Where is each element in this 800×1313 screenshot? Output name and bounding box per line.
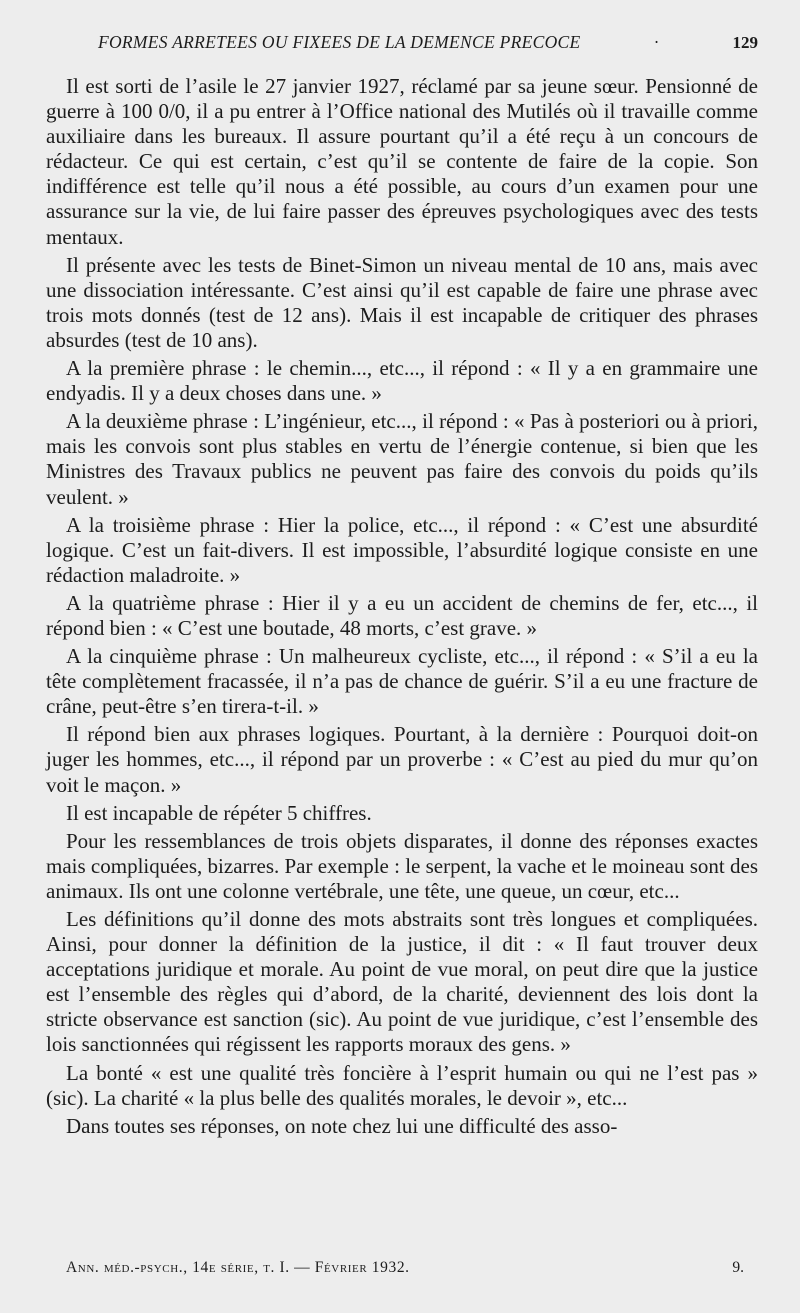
paragraph-13: Dans toutes ses réponses, on note chez lui une difficulté des asso- xyxy=(66,1113,618,1138)
footer-citation: Ann. méd.-psych., 14e série, t. I. — Février 1932. xyxy=(66,1259,410,1276)
body-text xyxy=(46,74,758,1142)
footer xyxy=(46,1259,758,1277)
paragraph-1: Il est sorti de l’asile le 27 janvier 1927, réclamé par sa jeune sœur. Pensionné de guerre à 100 0/0, il a pu entrer à l’Office national des Mutilés où il travaille comme auxiliaire dans les bureaux. Il assure pourtant qu’il a été reçu à un concours de rédacteur. Ce qui est certain, c’est qu’il se contente de faire de la copie. Son indifférence est telle qu’il nous a été possible, au cours d’un examen pour une assurance sur la vie, de lui faire passer des épreuves psychologiques avec des tests mentaux. xyxy=(46,74,758,249)
header-separator: · xyxy=(653,32,660,52)
running-head xyxy=(46,32,758,53)
footer-signature: 9. xyxy=(732,1259,744,1276)
paragraph-5: A la troisième phrase : Hier la police, etc..., il répond : « C’est une absurdité logique. C’est un fait-divers. Il est impossible, l’absurdité logique consiste en une rédaction maladroite. » xyxy=(46,512,758,587)
paragraph-11: Les définitions qu’il donne des mots abstraits sont très longues et compliquées. Ainsi, pour donner la définition de la justice, il dit : « Il faut trouver deux acceptations juridique et morale. Au point de vue moral, on peut dire que la justice est l’ensemble des règles qui d’abord, de la charité, deviennent des lois dont la stricte observance est sanction (sic). Au point de vue juridique, c’est l’ensemble des lois sanctionnées qui régissent les rapports moraux des gens. » xyxy=(46,907,758,1057)
paragraph-2: Il présente avec les tests de Binet-Simon un niveau mental de 10 ans, mais avec une dissociation intéressante. C’est ainsi qu’il est capable de faire une phrase avec trois mots donnés (test de 12 ans). Mais il est incapable de critiquer des phrases absurdes (test de 10 ans). xyxy=(46,252,758,352)
paragraph-3: A la première phrase : le chemin..., etc..., il répond : « Il y a en grammaire une endyadis. Il y a deux choses dans une. » xyxy=(46,356,758,406)
paragraph-9: Il est incapable de répéter 5 chiffres. xyxy=(66,800,372,825)
paragraph-10: Pour les ressemblances de trois objets disparates, il donne des réponses exactes mais compliquées, bizarres. Par exemple : le serpent, la vache et le moineau sont des animaux. Ils ont une colonne vertébrale, une tête, une queue, un cœur, etc... xyxy=(46,828,759,903)
paragraph-8: Il répond bien aux phrases logiques. Pourtant, à la dernière : Pourquoi doit-on juger les hommes, etc..., il répond par un proverbe : « C’est au pied du mur qu’on voit le maçon. » xyxy=(46,722,758,797)
paragraph-6: A la quatrième phrase : Hier il y a eu un accident de chemins de fer, etc..., il répond bien : « C’est une boutade, 48 morts, c’est grave. » xyxy=(46,590,758,640)
paragraph-4: A la deuxième phrase : L’ingénieur, etc..., il répond : « Pas à posteriori ou à priori, mais les convois sont plus stables en vertu de l’énergie contenue, si bien que les Ministres des Travaux publics ne peuvent pas faire des convois du poids qu’ils veulent. » xyxy=(46,409,758,509)
running-title: FORMES ARRETEES OU FIXEES DE LA DEMENCE PRECOCE xyxy=(98,32,581,52)
paragraph-12: La bonté « est une qualité très foncière à l’esprit humain ou qui ne l’est pas » (sic). La charité « la plus belle des qualités morales, le devoir », etc... xyxy=(46,1060,758,1110)
page-number: 129 xyxy=(732,33,758,52)
paragraph-7: A la cinquième phrase : Un malheureux cycliste, etc..., il répond : « S’il a eu la tête complètement fracassée, il n’a pas de chance de guérir. S’il a eu une fracture de crâne, peut-être s’en tirera-t-il. » xyxy=(46,644,758,719)
